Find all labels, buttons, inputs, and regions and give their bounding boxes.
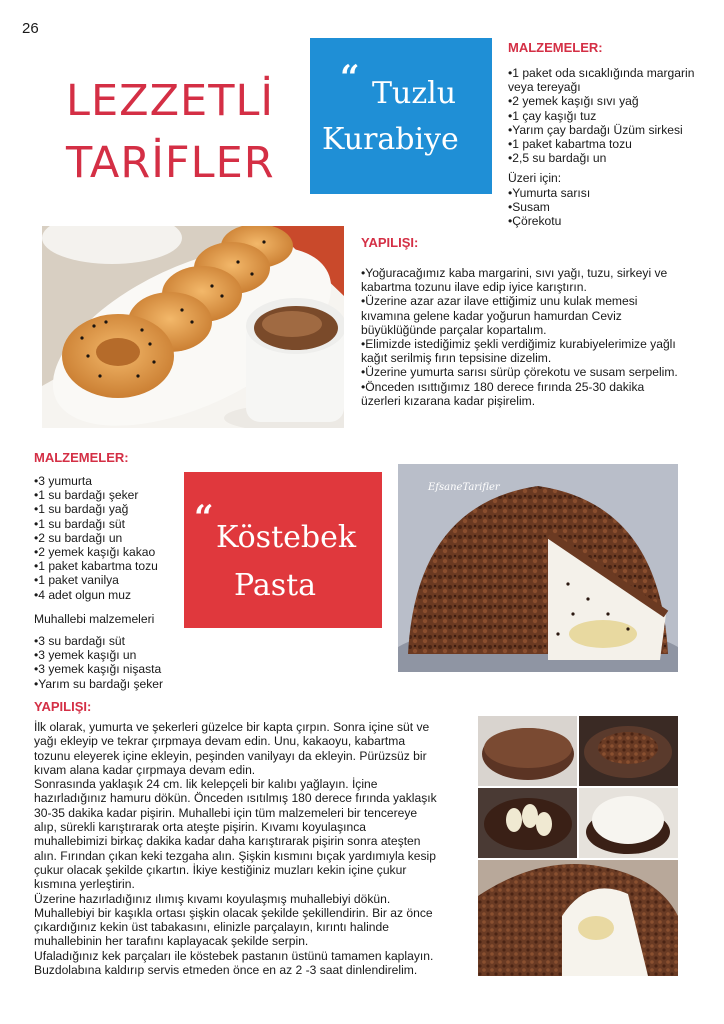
- recipe2-method: [34, 720, 474, 977]
- method-line: 30-35 dakika kadar pişirin. Muhallebi için tüm malzemeleri bir tencereye: [34, 805, 418, 820]
- photo-watermark: EfsaneTarifler: [428, 482, 500, 493]
- page-number: 26: [22, 20, 39, 37]
- cookies-coffee-illustration: [42, 226, 344, 428]
- recipe2-ingredient-list: [34, 474, 184, 602]
- title-line-1: LEZZETLİ: [66, 76, 275, 126]
- list-item: • 2,5 su bardağı un: [508, 151, 718, 165]
- step-photos-illustration: [478, 716, 678, 976]
- title-line-2: TARİFLER: [66, 138, 275, 188]
- recipe1-ingredients-heading: MALZEMELER:: [508, 40, 603, 55]
- list-item: • Yumurta sarısı: [508, 186, 718, 200]
- list-item: • Susam: [508, 200, 718, 214]
- method-line: İlk olarak, yumurta ve şekerleri güzelce bir kapta çırpın. Sonra içine süt ve: [34, 720, 430, 734]
- recipe1-method-heading: YAPILIŞI:: [361, 235, 419, 250]
- method-line: Ufaladığınız kek parçaları ile köstebek pastanın üstünü tamamen kaplayın.: [34, 948, 434, 963]
- recipe2-photo: [398, 464, 678, 672]
- list-item: • 3 yumurta: [34, 474, 184, 488]
- list-item: • 1 paket kabartma tozu: [34, 559, 184, 573]
- recipe2-name-line-1: Köstebek: [216, 520, 357, 555]
- quote-mark-icon: “: [194, 498, 214, 538]
- method-line: hazırladığınız hamuru dökün. Önceden ısıtılmış 180 derece fırında yaklaşık: [34, 791, 437, 806]
- recipe2-ingredients: [34, 450, 184, 691]
- method-line: çıkardığınız kekin üst tabakasını, elinizle parçalayın, kırıntı halinde: [34, 920, 389, 935]
- list-item: • 1 su bardağı yağ: [34, 502, 184, 516]
- recipe2-pudding-list: [34, 634, 184, 691]
- list-item: • 1 çay kaşığı tuz: [508, 109, 718, 123]
- method-line: Sonrasında yaklaşık 24 cm. lik kelepçeli bir kalıbı yağlayın. İçine: [34, 777, 378, 792]
- list-item: • Yarım su bardağı şeker: [34, 677, 184, 691]
- recipe1-method-list: [361, 266, 681, 408]
- recipe2-step-collage: [478, 716, 678, 976]
- list-item: • 4 adet olgun muz: [34, 588, 184, 602]
- quote-mark-icon: “: [340, 58, 360, 98]
- list-item: • Yoğuracağımız kaba margarini, sıvı yağı, tuzu, sirkeyi ve kabartma tozunu ilave edip iyice karıştırın.: [361, 266, 681, 294]
- method-line: kıvam alana kadar çırpmaya devam edin.: [34, 762, 256, 777]
- method-line: Üzerine hazırladığınız ılımış kıvamı koyulaşmış muhallebiyi dökün.: [34, 891, 391, 906]
- list-item: • Üzerine yumurta sarısı sürüp çörekotu ve susam serpelim.: [361, 365, 681, 379]
- list-item: • 1 paket vanilya: [34, 573, 184, 587]
- list-item: • Önceden ısıttığımız 180 derece fırında 25-30 dakika üzerleri kızarana kadar pişirelim.: [361, 380, 681, 408]
- list-item: • Elimizde istediğimiz şekli verdiğimiz kurabiyelerimize yağlı kağıt serilmiş fırın tepsisine dizelim.: [361, 337, 681, 365]
- method-line: kısmına yerleştirin.: [34, 877, 135, 892]
- method-line: yağı ekleyip ve tekrar çırpmaya devam edin. Unu, kakaoyu, kabartma: [34, 734, 406, 749]
- list-item: • 1 paket kabartma tozu: [508, 137, 718, 151]
- method-line: muhallebinin her tarafını kaplayacak şekilde serpin.: [34, 934, 309, 949]
- list-item: • 2 yemek kaşığı sıvı yağ: [508, 94, 718, 108]
- list-item: • 1 paket oda sıcaklığında margarin veya tereyağı: [508, 66, 718, 94]
- list-item: • 2 yemek kaşığı kakao: [34, 545, 184, 559]
- list-item: • Üzerine azar azar ilave ettiğimiz unu kulak memesi kıvamına gelene kadar yoğurun hamurdan Ceviz büyüklüğünde parçalar kopartalım.: [361, 294, 681, 337]
- list-item: • Çörekotu: [508, 214, 718, 228]
- recipe1-topping-list: [508, 186, 718, 229]
- method-line: çukur olacak şekilde çıkartın. İkiye kestiğiniz muzları kekin içine çukur: [34, 862, 407, 877]
- recipe1-name-line-1: Tuzlu: [372, 76, 457, 111]
- page-title: [66, 70, 275, 194]
- recipe1-name-line-2: Kurabiye: [322, 122, 459, 157]
- recipe2-ingredients-heading: MALZEMELER:: [34, 450, 129, 465]
- recipe1-name-box: [310, 38, 492, 194]
- method-line: tozunu eleyerek içine ekleyin, peşinden vanilyayı da ekleyin. Pürüzsüz bir: [34, 748, 427, 763]
- method-line: Muhallebiyi bir kaşıkla ortası şişkin olacak şekilde şekillendirin. Bir az önce: [34, 905, 433, 920]
- recipe2-method-heading: YAPILIŞI:: [34, 699, 92, 714]
- method-line: muhallebimizi birkaç dakika kadar daha karıştırarak pişirin sonra ateşten: [34, 834, 421, 849]
- recipe1-ingredient-list: [508, 66, 718, 165]
- recipe1-photo: [42, 226, 344, 428]
- method-line: alın. Fırından çıkan keki tezgaha alın. Şişkin kısmını bıçak yardımıyla kesip: [34, 848, 436, 863]
- method-line: Buzdolabına kaldırıp servis etmeden önce en az 2 -3 saat dinlendirelim.: [34, 963, 418, 978]
- mole-cake-illustration: [398, 464, 678, 672]
- recipe1-topping-label: Üzeri için:: [508, 171, 562, 186]
- recipe2-pudding-label: Muhallebi malzemeleri: [34, 611, 155, 626]
- recipe1-ingredients: [508, 40, 718, 228]
- list-item: • 3 su bardağı süt: [34, 634, 184, 648]
- list-item: • 1 su bardağı şeker: [34, 488, 184, 502]
- list-item: • 2 su bardağı un: [34, 531, 184, 545]
- list-item: • 1 su bardağı süt: [34, 517, 184, 531]
- list-item: • 3 yemek kaşığı nişasta: [34, 662, 184, 676]
- list-item: • 3 yemek kaşığı un: [34, 648, 184, 662]
- method-line: alıp, sürekli karıştırarak orta ateşte pişirin. Kıvamı koyulaşınca: [34, 820, 367, 835]
- list-item: • Yarım çay bardağı Üzüm sirkesi: [508, 123, 718, 137]
- recipe2-name-line-2: Pasta: [234, 568, 317, 603]
- recipe2-name-box: [184, 472, 382, 628]
